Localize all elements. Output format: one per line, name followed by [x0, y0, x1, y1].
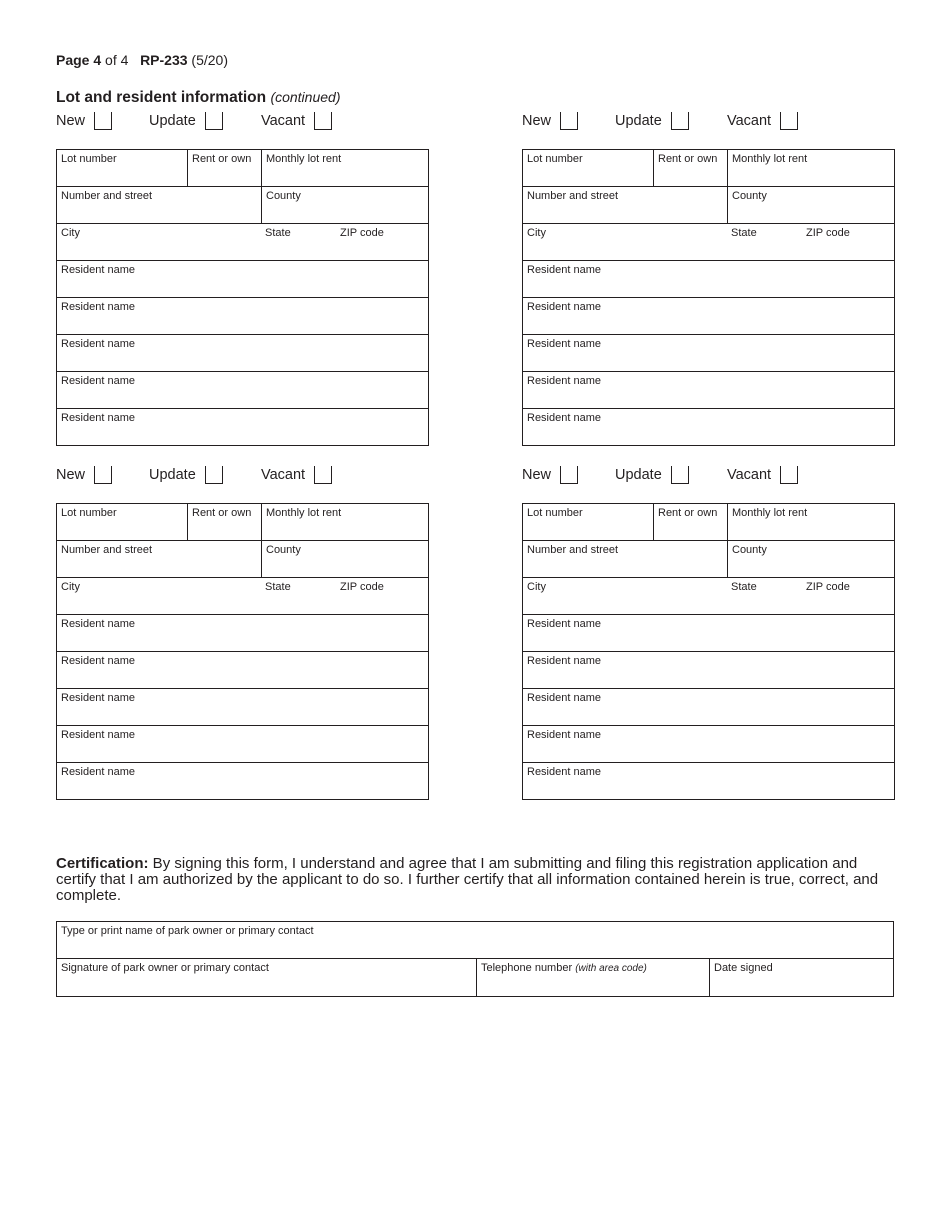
- date-signed-label: Date signed: [714, 962, 773, 974]
- lot-number-label: Lot number: [61, 153, 117, 165]
- update-checkbox[interactable]: [671, 112, 689, 130]
- city-label: City: [61, 581, 80, 593]
- zip-code-label: ZIP code: [806, 581, 850, 593]
- date-signed-field[interactable]: [709, 959, 893, 996]
- update-label: Update: [615, 113, 662, 129]
- update-checkbox[interactable]: [205, 466, 223, 484]
- resident-name-field[interactable]: [57, 372, 428, 408]
- vacant-label: Vacant: [727, 113, 772, 129]
- page-header: [56, 52, 228, 68]
- new-checkbox[interactable]: [94, 112, 112, 130]
- lot-number-field[interactable]: [523, 150, 653, 186]
- new-label: New: [56, 113, 86, 129]
- city-field[interactable]: [523, 224, 727, 260]
- city-field[interactable]: [57, 224, 261, 260]
- lot-number-field[interactable]: [57, 504, 187, 540]
- resident-name-label: Resident name: [61, 618, 135, 630]
- resident-name-label: Resident name: [61, 375, 135, 387]
- resident-name-field[interactable]: [57, 409, 428, 445]
- resident-name-field[interactable]: [523, 652, 894, 688]
- city-label: City: [61, 227, 80, 239]
- page-number: Page 4: [56, 52, 102, 68]
- resident-name-field[interactable]: [523, 689, 894, 725]
- resident-name-field[interactable]: [57, 726, 428, 762]
- monthly-lot-rent-label: Monthly lot rent: [266, 507, 342, 519]
- number-and-street-label: Number and street: [527, 544, 619, 556]
- vacant-label: Vacant: [261, 113, 306, 129]
- certification-statement: [56, 856, 896, 904]
- resident-name-label: Resident name: [61, 301, 135, 313]
- telephone-field[interactable]: [476, 959, 709, 996]
- resident-name-label: Resident name: [527, 655, 601, 667]
- form-id: RP-233: [140, 52, 188, 68]
- lot-1-status: [56, 111, 429, 135]
- rent-or-own-field[interactable]: [653, 150, 727, 186]
- city-field[interactable]: [523, 578, 727, 614]
- new-label: New: [522, 113, 552, 129]
- resident-name-field[interactable]: [57, 261, 428, 297]
- county-label: County: [266, 190, 301, 202]
- resident-name-field[interactable]: [57, 335, 428, 371]
- lot-number-field[interactable]: [523, 504, 653, 540]
- rent-or-own-label: Rent or own: [192, 507, 252, 519]
- section-continued: (continued): [270, 89, 341, 105]
- state-label: State: [265, 581, 291, 593]
- number-and-street-label: Number and street: [61, 544, 153, 556]
- county-label: County: [266, 544, 301, 556]
- vacant-label: Vacant: [727, 467, 772, 483]
- resident-name-field[interactable]: [57, 615, 428, 651]
- resident-name-field[interactable]: [523, 372, 894, 408]
- section-title: [56, 89, 340, 107]
- number-and-street-field[interactable]: [57, 187, 261, 223]
- vacant-checkbox[interactable]: [314, 112, 332, 130]
- lot-4-table: [522, 503, 895, 800]
- update-label: Update: [149, 467, 196, 483]
- vacant-checkbox[interactable]: [780, 112, 798, 130]
- print-name-label: Type or print name of park owner or primary contact: [61, 925, 314, 937]
- state-zip-field[interactable]: [727, 578, 894, 614]
- resident-name-field[interactable]: [523, 409, 894, 445]
- lot-number-label: Lot number: [61, 507, 117, 519]
- resident-name-label: Resident name: [527, 375, 601, 387]
- resident-name-label: Resident name: [61, 692, 135, 704]
- monthly-lot-rent-field[interactable]: [261, 504, 428, 540]
- telephone-note: (with area code): [575, 963, 647, 974]
- county-field[interactable]: [261, 187, 428, 223]
- monthly-lot-rent-label: Monthly lot rent: [732, 153, 808, 165]
- resident-name-field[interactable]: [57, 689, 428, 725]
- resident-name-field[interactable]: [523, 726, 894, 762]
- lot-1-table: [56, 149, 429, 446]
- update-label: Update: [149, 113, 196, 129]
- zip-code-label: ZIP code: [340, 227, 384, 239]
- lot-3-table: [56, 503, 429, 800]
- rent-or-own-label: Rent or own: [192, 153, 252, 165]
- resident-name-label: Resident name: [527, 692, 601, 704]
- state-zip-field[interactable]: [727, 224, 894, 260]
- lot-3-status: [56, 465, 429, 489]
- monthly-lot-rent-field[interactable]: [727, 504, 894, 540]
- city-label: City: [527, 581, 546, 593]
- county-label: County: [732, 544, 767, 556]
- certification-text: By signing this form, I understand and agree that I am submitting and filing this registration application and certify that I am authorized by the applicant to do so. I further certify that all information contained herein is true, correct, and complete.: [56, 855, 879, 904]
- resident-name-field[interactable]: [523, 763, 894, 799]
- monthly-lot-rent-label: Monthly lot rent: [266, 153, 342, 165]
- resident-name-label: Resident name: [527, 412, 601, 424]
- resident-name-field[interactable]: [57, 763, 428, 799]
- vacant-label: Vacant: [261, 467, 306, 483]
- state-label: State: [265, 227, 291, 239]
- resident-name-field[interactable]: [523, 261, 894, 297]
- resident-name-label: Resident name: [61, 338, 135, 350]
- resident-name-field[interactable]: [57, 652, 428, 688]
- number-and-street-field[interactable]: [57, 541, 261, 577]
- resident-name-label: Resident name: [527, 338, 601, 350]
- update-label: Update: [615, 467, 662, 483]
- state-label: State: [731, 581, 757, 593]
- telephone-label: Telephone number: [481, 962, 576, 974]
- county-field[interactable]: [727, 541, 894, 577]
- county-label: County: [732, 190, 767, 202]
- signature-label: Signature of park owner or primary contact: [61, 962, 269, 974]
- print-name-field[interactable]: [57, 922, 893, 958]
- rent-or-own-field[interactable]: [653, 504, 727, 540]
- rent-or-own-label: Rent or own: [658, 507, 718, 519]
- resident-name-label: Resident name: [527, 301, 601, 313]
- lot-number-label: Lot number: [527, 153, 583, 165]
- monthly-lot-rent-field[interactable]: [261, 150, 428, 186]
- state-zip-field[interactable]: [261, 224, 428, 260]
- new-label: New: [522, 467, 552, 483]
- update-checkbox[interactable]: [671, 466, 689, 484]
- resident-name-label: Resident name: [61, 655, 135, 667]
- county-field[interactable]: [727, 187, 894, 223]
- resident-name-label: Resident name: [61, 412, 135, 424]
- lot-2-table: [522, 149, 895, 446]
- state-zip-field[interactable]: [261, 578, 428, 614]
- signature-field[interactable]: [57, 959, 476, 996]
- county-field[interactable]: [261, 541, 428, 577]
- resident-name-field[interactable]: [523, 615, 894, 651]
- section-title-text: Lot and resident information: [56, 89, 267, 106]
- resident-name-field[interactable]: [57, 298, 428, 334]
- new-checkbox[interactable]: [94, 466, 112, 484]
- number-and-street-label: Number and street: [527, 190, 619, 202]
- monthly-lot-rent-label: Monthly lot rent: [732, 507, 808, 519]
- number-and-street-field[interactable]: [523, 187, 727, 223]
- lot-2-status: [522, 111, 895, 135]
- resident-name-label: Resident name: [527, 766, 601, 778]
- vacant-checkbox[interactable]: [780, 466, 798, 484]
- monthly-lot-rent-field[interactable]: [727, 150, 894, 186]
- new-label: New: [56, 467, 86, 483]
- resident-name-label: Resident name: [527, 618, 601, 630]
- resident-name-field[interactable]: [523, 298, 894, 334]
- page-total: of 4: [105, 52, 129, 68]
- number-and-street-label: Number and street: [61, 190, 153, 202]
- lot-number-field[interactable]: [57, 150, 187, 186]
- certification-heading: Certification:: [56, 855, 149, 872]
- rent-or-own-field[interactable]: [187, 150, 261, 186]
- form-date: (5/20): [191, 52, 228, 68]
- city-field[interactable]: [57, 578, 261, 614]
- city-label: City: [527, 227, 546, 239]
- new-checkbox[interactable]: [560, 112, 578, 130]
- resident-name-label: Resident name: [527, 729, 601, 741]
- state-label: State: [731, 227, 757, 239]
- signature-table: [56, 921, 894, 997]
- rent-or-own-label: Rent or own: [658, 153, 718, 165]
- resident-name-field[interactable]: [523, 335, 894, 371]
- resident-name-label: Resident name: [61, 766, 135, 778]
- vacant-checkbox[interactable]: [314, 466, 332, 484]
- resident-name-label: Resident name: [61, 729, 135, 741]
- zip-code-label: ZIP code: [806, 227, 850, 239]
- rent-or-own-field[interactable]: [187, 504, 261, 540]
- lot-number-label: Lot number: [527, 507, 583, 519]
- number-and-street-field[interactable]: [523, 541, 727, 577]
- update-checkbox[interactable]: [205, 112, 223, 130]
- resident-name-label: Resident name: [527, 264, 601, 276]
- lot-4-status: [522, 465, 895, 489]
- new-checkbox[interactable]: [560, 466, 578, 484]
- zip-code-label: ZIP code: [340, 581, 384, 593]
- resident-name-label: Resident name: [61, 264, 135, 276]
